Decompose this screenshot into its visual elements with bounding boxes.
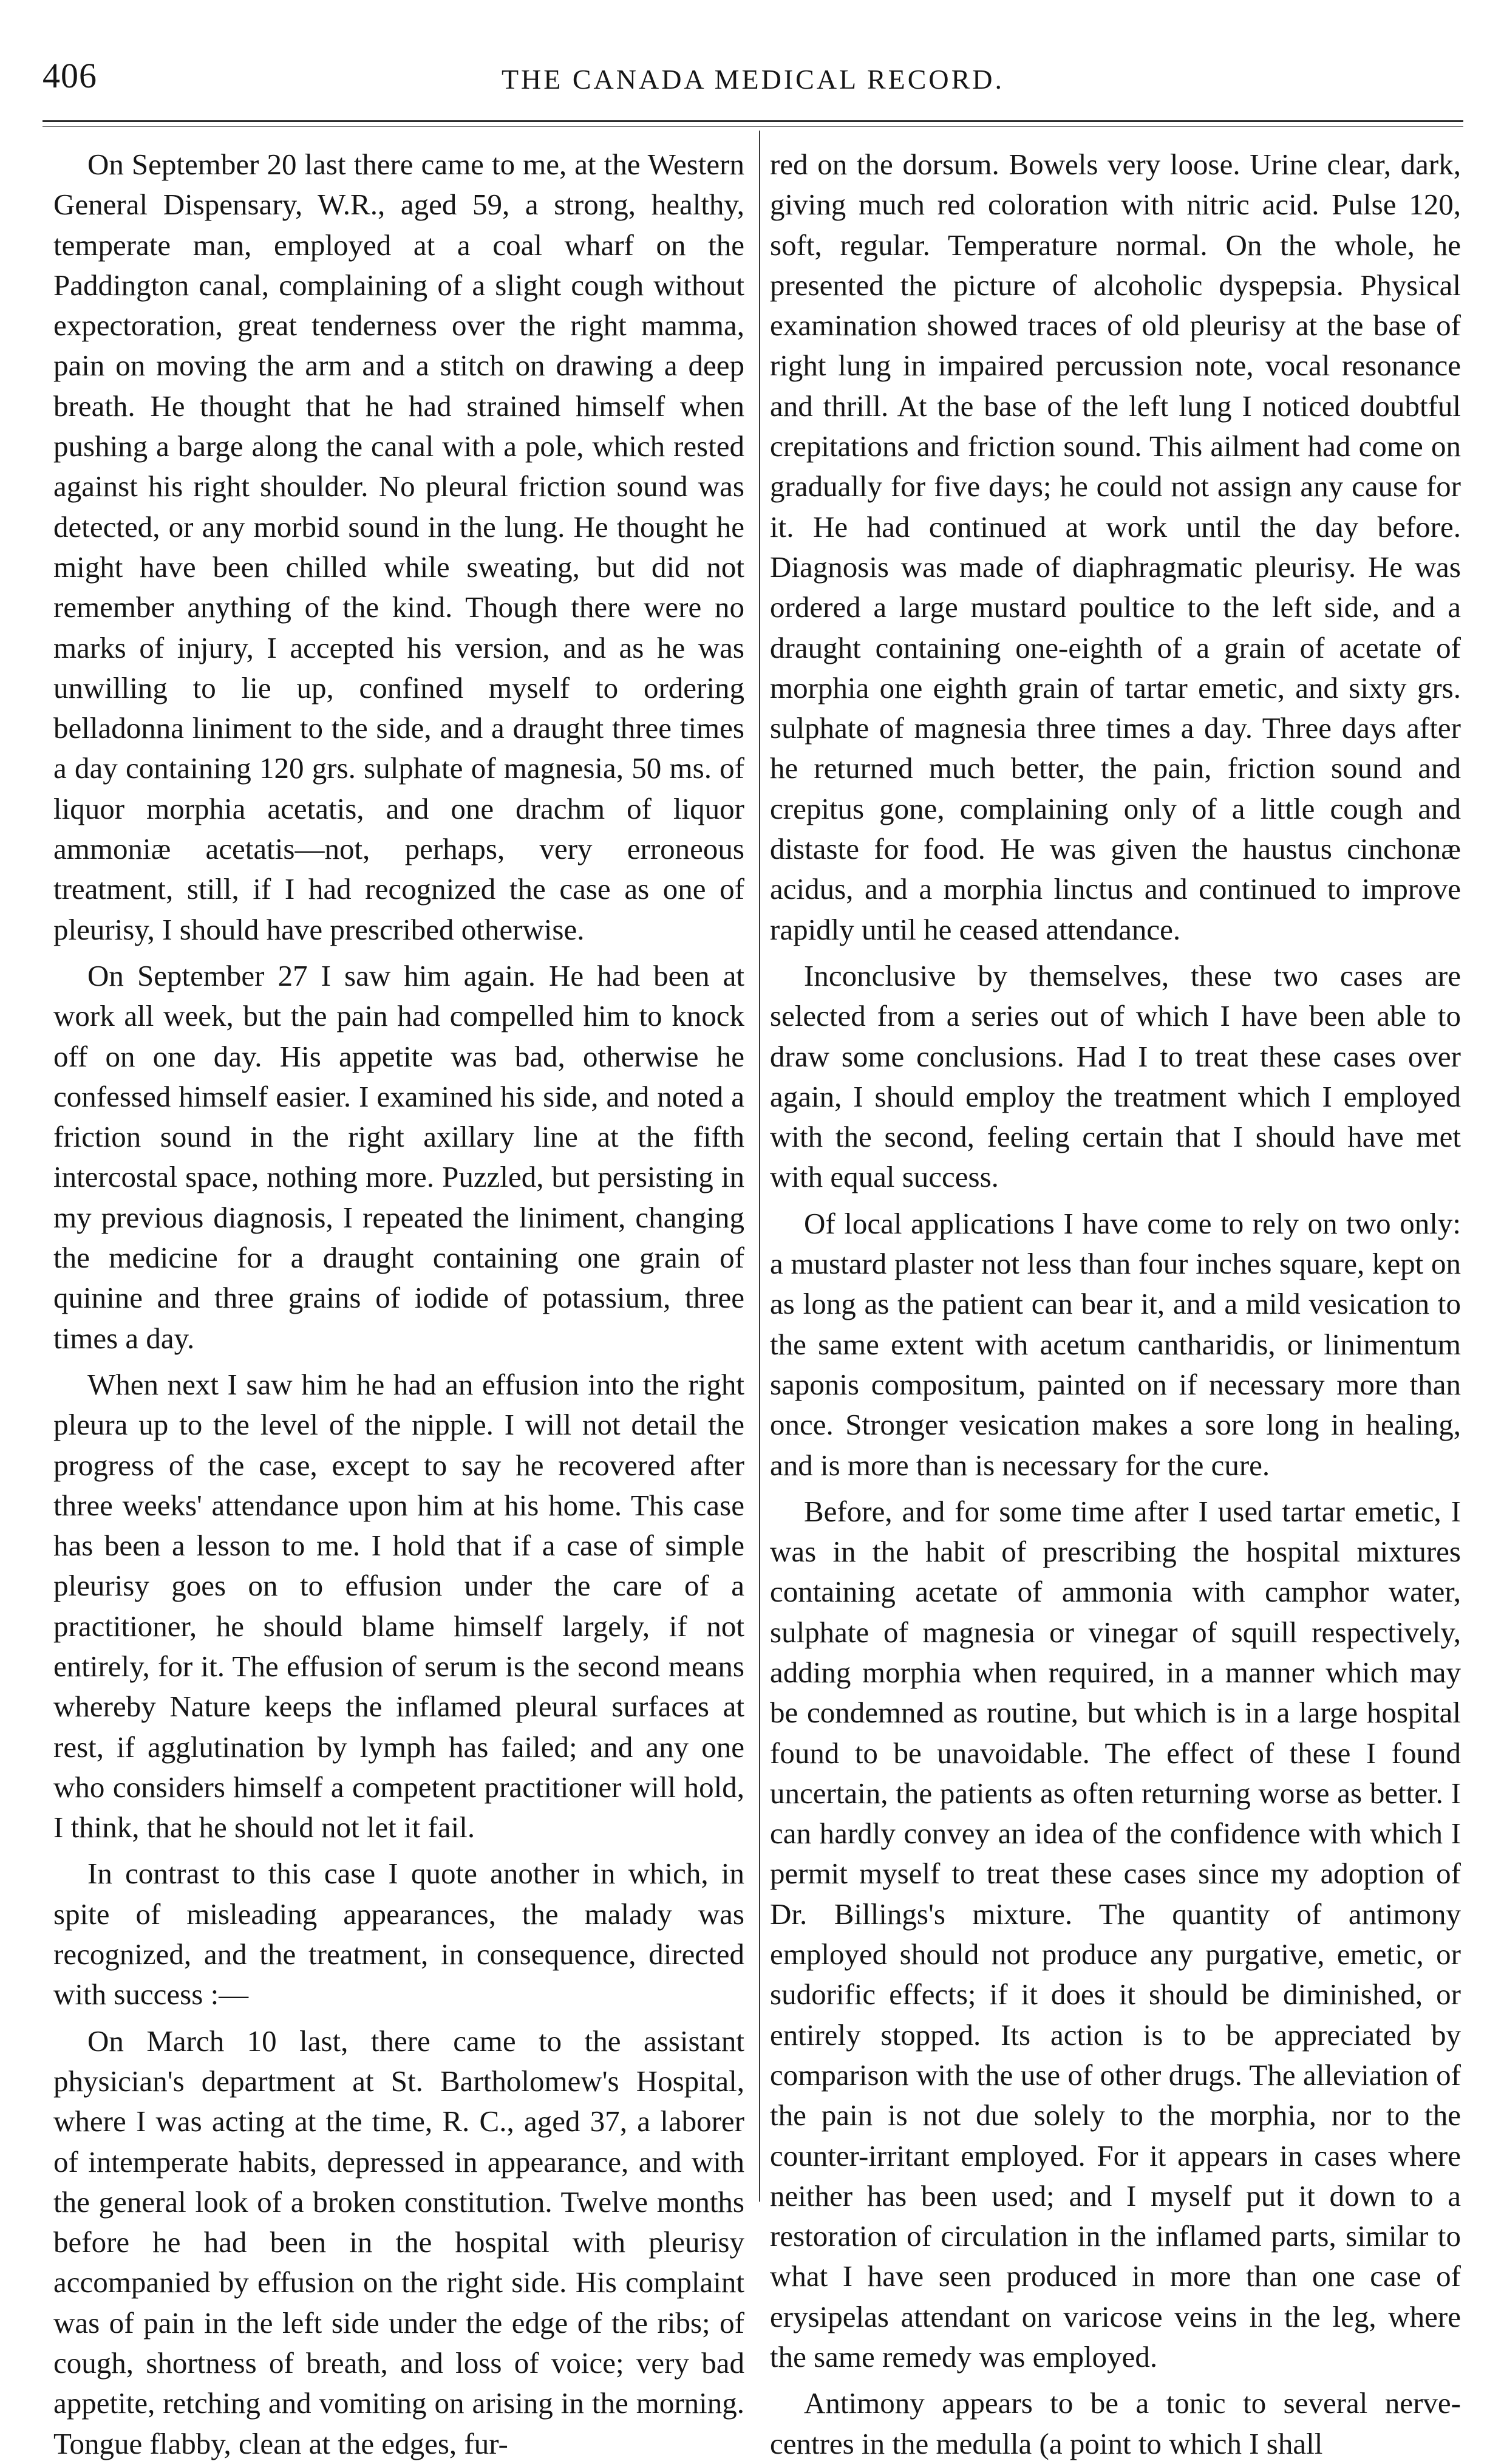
paragraph-antimony: Antimony appears to be a tonic to several nerve-centres in the medulla (a point to which I shall	[770, 2386, 1461, 2460]
paragraph-first-case: On September 20 last there came to me, at the Western General Dispensary, W.R., aged 59, a strong, healthy, temperate man, employed at a coal wharf on the Paddington canal, complaining of a slight cough without expectoration, great tenderness over the right mamma, pain on moving the arm and a stitch on drawing a deep breath. He thought that he had strained himself when pushing a barge along the canal with a pole, which rested against his right shoulder. No pleural friction sound was detected, or any morbid sound in the lung. He thought he might have been chilled while sweating, but did not remember anything of the kind. Though there were no marks of injury, I accepted his version, and as he was unwilling to lie up, confined myself to ordering belladonna liniment to the side, and a draught three times a day containing 120 grs. sulphate of magnesia, 50 ms. of liquor morphia acetatis, and one drachm of liquor ammoniæ acetatis—not, perhaps, very erroneous treatment, still, if I had recognized the case as one of pleurisy, I should have prescribed otherwise.	[53, 148, 744, 946]
column-divider	[759, 131, 760, 2202]
paragraph-conclusions: Inconclusive by themselves, these two cases are selected from a series out of which I have been able to draw some conclusions. Had I to treat these cases over again, I should employ the treatment which I employed with the second, feeling certain that I should have met with equal success.	[770, 958, 1461, 1194]
paragraph-second-case: On March 10 last, there came to the assistant physician's department at St. Bartholomew's Hospital, where I was acting at the time, R. C., aged 37, a laborer of intemperate habits, depressed in appearance, and with the general look of a broken constitution. Twelve months before he had been in the hospital with pleurisy accompanied by effusion on the right side. His complaint was of pain in the left side under the edge of the ribs; of cough, shortness of breath, and loss of voice; very bad appetite, retching and vomiting on arising in the morning. Tongue flabby, clean at the edges, fur-	[53, 2024, 744, 2460]
right-column	[770, 145, 1461, 2460]
paragraph-contrast: In contrast to this case I quote another in which, in spite of misleading appearances, the malady was recognized, and the treatment, in consequence, directed with success :—	[53, 1857, 744, 2012]
page-number: 406	[43, 56, 97, 95]
page-header	[43, 49, 1463, 115]
paragraph-second-case-continued: red on the dorsum. Bowels very loose. Urine clear, dark, giving much red coloration with nitric acid. Pulse 120, soft, regular. Temperature normal. On the whole, he presented the picture of alcoholic dyspepsia. Physical examination showed traces of old pleurisy at the base of right lung in impaired percussion note, vocal resonance and thrill. At the base of the left lung I noticed doubtful crepitations and friction sound. This ailment had come on gradually for five days; he could not assign any cause for it. He had continued at work until the day before. Diagnosis was made of diaphragmatic pleurisy. He was ordered a large mustard poultice to the left side, and a draught containing one-eighth of a grain of acetate of morphia one eighth grain of tartar emetic, and sixty grs. sulphate of magnesia three times a day. Three days after he returned much better, the pain, friction sound and crepitus gone, complaining only of a little cough and distaste for food. He was given the haustus cinchonæ acidus, and a morphia linctus and continued to improve rapidly until he ceased attendance.	[770, 148, 1461, 946]
paragraph-effusion: When next I saw him he had an effusion into the right pleura up to the level of the nipple. I will not detail the progress of the case, except to say he recovered after three weeks' attendance upon him at his home. This case has been a lesson to me. I hold that if a case of simple pleurisy goes on to effusion under the care of a practitioner, he should blame himself largely, if not entirely, for it. The effusion of serum is the second means whereby Nature keeps the inflamed pleural surfaces at rest, if agglutination by lymph has failed; and any one who considers himself a competent practitioner will hold, I think, that he should not let it fail.	[53, 1367, 744, 1845]
paragraph-second-visit: On September 27 I saw him again. He had been at work all week, but the pain had compelled him to knock off on one day. His appetite was bad, otherwise he confessed himself easier. I examined his side, and noted a friction sound in the right axillary line at the fifth intercostal space, nothing more. Puzzled, but persisting in my previous diagnosis, I repeated the liniment, changing the medicine for a draught containing one grain of quinine and three grains of iodide of potassium, three times a day.	[53, 958, 744, 1355]
paragraph-tartar-emetic: Before, and for some time after I used tartar emetic, I was in the habit of prescribing the hospital mixtures containing acetate of ammonia with camphor water, sulphate of magnesia or vinegar of squill respectively, adding morphia when required, in a manner which may be condemned as routine, but which is in a large hospital found to be unavoidable. The effect of these I found uncertain, the patients as often returning worse as better. I can hardly convey an idea of the confidence with which I permit myself to treat these cases since my adoption of Dr. Billings's mixture. The quantity of antimony employed should not produce any purgative, emetic, or sudorific effects; if it does it should be diminished, or entirely stopped. Its action is to be appreciated by comparison with the use of other drugs. The alleviation of the pain is not due solely to the morphia, nor to the counter-irritant employed. For it appears in cases where neither has been used; and I myself put it down to a restoration of circulation in the inflamed parts, similar to what I have seen produced in more than one case of erysipelas attendant on varicose veins in the leg, where the same remedy was employed.	[770, 1494, 1461, 2374]
header-rule	[43, 120, 1463, 122]
header-rule-thin	[43, 126, 1463, 127]
paragraph-local-applications: Of local applications I have come to rely on two only: a mustard plaster not less than four inches square, kept on as long as the patient can bear it, and a mild vesication to the same extent with acetum cantharidis, or linimentum saponis compositum, painted on if necessary more than once. Stronger vesication makes a sore long in healing, and is more than is necessary for the cure.	[770, 1206, 1461, 1482]
running-title: THE CANADA MEDICAL RECORD.	[501, 64, 1005, 95]
left-column	[53, 145, 744, 2460]
